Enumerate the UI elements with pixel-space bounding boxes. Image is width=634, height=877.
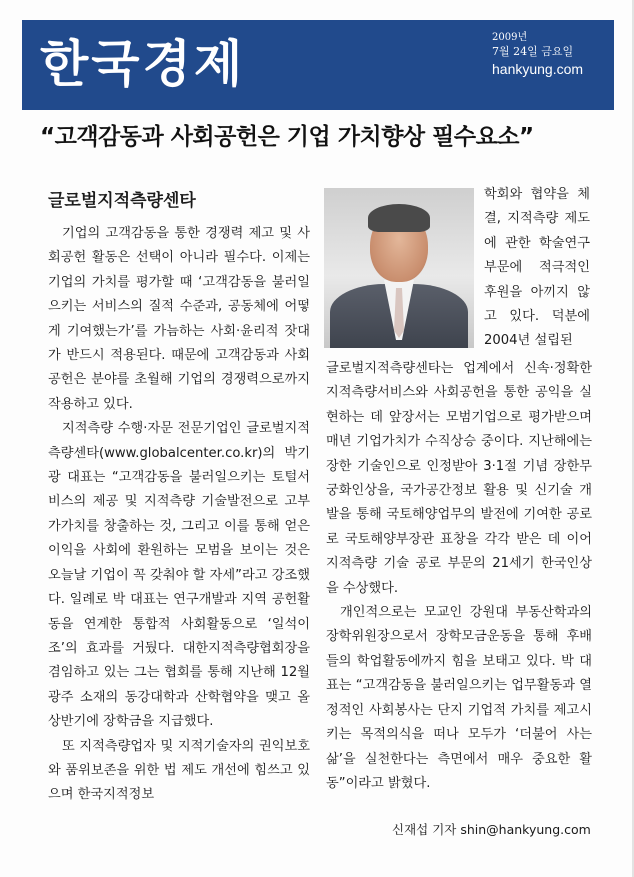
portrait-hair [368, 204, 430, 232]
paragraph: 개인적으로는 모교인 강원대 부동산학과의 장학위원장으로서 장학모금운동을 통해 후배들의 학업활동에까지 힘을 보태고 있다. 박 대표는 “고객감동을 불러일으키는 업무활동과 열정적인 사회봉사는 단지 기업적 가치를 제고시키는 목적의식을 떠나 모두가 ‘더불어 사는 삶’을 실천한다는 측면에서 매우 중요한 활동”이라고 밝혔다. [326, 605, 592, 791]
article-right-column-bottom [326, 357, 592, 796]
reporter-byline: 신재섭 기자 shin@hankyung.com [392, 822, 591, 837]
article-right-column-top [484, 183, 590, 354]
issue-date-block [492, 32, 610, 79]
paragraph: 학회와 협약을 체결, 지적측량 제도에 관한 학술연구 부문에 적극적인 후원을 아끼지 않고 있다. 덕분에 2004년 설립된 [484, 187, 590, 349]
paragraph: 기업의 고객감동을 통한 경쟁력 제고 및 사회공헌 활동은 선택이 아니라 필수다. 이제는 기업의 가치를 평가할 때 ‘고객감동을 불러일으키는 서비스의 질적 수준과, 공동체에 어떻게 기여했는가’를 가늠하는 사회·윤리적 잣대가 반드시 적용된다. 때문에 고객감동과 사회공헌은 분야를 초월해 기업의 경쟁력으로까지 작용하고 있다. [48, 226, 310, 412]
ceo-portrait-photo [324, 188, 474, 348]
company-name: 글로벌지적측량센타 [48, 191, 196, 211]
article-headline: “고객감동과 사회공헌은 기업 가치향상 필수요소” [40, 124, 534, 150]
newspaper-url: hankyung.com [492, 61, 584, 77]
paragraph: 지적측량 수행·자문 전문기업인 글로벌지적측량센타(www.globalcenter.co.kr)의 박기광 대표는 “고객감동을 불러일으키는 토털서비스의 제공 및 지적측량 기술발전으로 고부가가치를 창출하는 것, 그리고 이를 통해 얻은 이익을 사회에 환원하는 모범을 보이는 것은 오늘날 기업이 꼭 갖춰야 할 자세”라고 강조했다. 일례로 박 대표는 연구개발과 지역 공헌활동을 연계한 통합적 사회활동으로 ‘일석이조’의 효과를 거뒀다. 대한지적측량협회장을 겸임하고 있는 그는 협회를 통해 지난해 12월 광주 소재의 동강대학과 산학협약을 맺고 올 상반기에 장학금을 지급했다. [48, 421, 310, 730]
issue-year: 2009년 [492, 32, 528, 43]
newspaper-logo: 한국경제 [40, 35, 246, 93]
paragraph: 글로벌지적측량센타는 업계에서 신속·정확한 지적측량서비스와 사회공헌을 통한 공익을 실현하는 데 앞장서는 모범기업으로 평가받으며 매년 기업가치가 수직상승 중이다. 지난해에는 장한 기술인으로 인정받아 3·1절 기념 장한무궁화인상을, 국가공간정보 활용 및 신기술 개발을 통해 국토해양업무의 발전에 기여한 공로로 국토해양부장관 표창을 각각 받은 데 이어 지적측량 기술 공로 부문의 21세기 한국인상을 수상했다. [326, 361, 592, 596]
masthead [22, 20, 614, 110]
issue-date: 7월 24일 금요일 [492, 45, 574, 58]
article-left-column [48, 222, 310, 808]
paragraph: 또 지적측량업자 및 지적기술자의 권익보호와 품위보존을 위한 법 제도 개선에 힘쓰고 있으며 한국지적정보 [48, 738, 310, 803]
